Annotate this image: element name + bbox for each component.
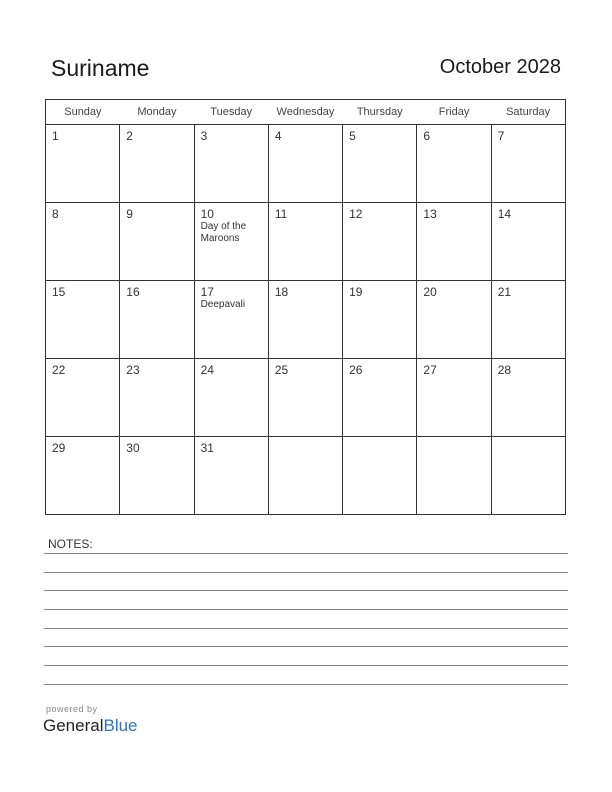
day-number: 28 xyxy=(497,363,512,377)
weekday-friday: Friday xyxy=(417,100,491,125)
day-number xyxy=(269,437,342,441)
day-cell xyxy=(491,125,565,203)
brand-general: General xyxy=(43,716,104,735)
brand-logo xyxy=(43,716,138,736)
day-cell xyxy=(343,359,417,437)
day-cell xyxy=(194,203,268,281)
week-row xyxy=(46,359,566,437)
weekday-wednesday: Wednesday xyxy=(268,100,342,125)
day-cell xyxy=(491,203,565,281)
day-cell xyxy=(491,359,565,437)
day-number xyxy=(417,437,490,441)
note-line xyxy=(44,646,568,647)
day-number: 10 xyxy=(200,207,214,221)
day-cell xyxy=(46,203,120,281)
day-number: 25 xyxy=(274,363,289,377)
day-number: 24 xyxy=(200,363,214,377)
weekday-thursday: Thursday xyxy=(343,100,417,125)
day-number: 20 xyxy=(423,285,437,299)
note-line xyxy=(44,572,568,573)
day-cell xyxy=(46,359,120,437)
day-number: 13 xyxy=(423,207,437,221)
day-cell xyxy=(268,359,342,437)
day-cell xyxy=(343,125,417,203)
day-cell xyxy=(343,281,417,359)
day-number: 1 xyxy=(52,129,59,143)
day-number: 11 xyxy=(274,207,288,221)
day-cell xyxy=(417,125,491,203)
day-cell xyxy=(268,281,342,359)
weekday-monday: Monday xyxy=(120,100,194,125)
day-cell xyxy=(120,203,194,281)
day-number: 17 xyxy=(200,285,214,299)
notes-label: NOTES: xyxy=(48,537,93,551)
day-cell xyxy=(417,359,491,437)
note-line xyxy=(44,628,568,629)
weekday-tuesday: Tuesday xyxy=(194,100,268,125)
day-number: 27 xyxy=(423,363,437,377)
day-number: 8 xyxy=(52,207,59,221)
brand-blue: Blue xyxy=(103,716,138,735)
week-row xyxy=(46,125,566,203)
holiday-label: Deepavali xyxy=(200,299,246,310)
day-cell xyxy=(46,437,120,515)
day-cell xyxy=(120,125,194,203)
note-line xyxy=(44,553,568,554)
day-cell xyxy=(417,203,491,281)
day-number: 26 xyxy=(349,363,363,377)
day-cell xyxy=(46,281,120,359)
day-cell xyxy=(120,437,194,515)
day-number: 16 xyxy=(126,285,140,299)
day-number: 12 xyxy=(349,207,363,221)
day-cell xyxy=(343,203,417,281)
day-number xyxy=(343,437,416,441)
weekday-sunday: Sunday xyxy=(46,100,120,125)
day-number: 30 xyxy=(126,441,140,455)
day-cell xyxy=(268,437,342,515)
calendar-grid xyxy=(45,99,566,515)
day-number xyxy=(492,437,565,441)
note-line xyxy=(44,665,568,666)
day-cell xyxy=(194,125,268,203)
day-cell xyxy=(46,125,120,203)
day-number: 15 xyxy=(52,285,66,299)
day-number: 5 xyxy=(349,129,356,143)
day-cell xyxy=(194,437,268,515)
day-cell xyxy=(417,437,491,515)
day-cell xyxy=(268,125,342,203)
day-cell xyxy=(491,437,565,515)
day-cell xyxy=(120,281,194,359)
week-row xyxy=(46,203,566,281)
month-title: October 2028 xyxy=(439,56,561,78)
note-line xyxy=(44,684,568,685)
day-number: 6 xyxy=(423,129,431,143)
day-number: 2 xyxy=(126,129,133,143)
day-number: 9 xyxy=(126,207,133,221)
note-line xyxy=(44,590,568,591)
day-number: 29 xyxy=(52,441,66,455)
day-number: 7 xyxy=(497,129,505,143)
day-number: 31 xyxy=(200,441,214,455)
day-number: 22 xyxy=(52,363,66,377)
day-cell xyxy=(120,359,194,437)
week-row xyxy=(46,281,566,359)
day-cell xyxy=(417,281,491,359)
day-number: 18 xyxy=(274,285,289,299)
day-number: 23 xyxy=(126,363,140,377)
powered-by-text: powered by xyxy=(46,704,98,714)
holiday-label: Day of the Maroons xyxy=(200,221,247,244)
country-title: Suriname xyxy=(51,55,150,81)
weekday-saturday: Saturday xyxy=(491,100,565,125)
day-cell xyxy=(194,281,268,359)
weekday-header-row xyxy=(46,100,566,125)
week-row xyxy=(46,437,566,515)
day-number: 14 xyxy=(497,207,512,221)
day-cell xyxy=(194,359,268,437)
day-number: 4 xyxy=(274,129,282,143)
note-line xyxy=(44,609,568,610)
day-cell xyxy=(343,437,417,515)
day-number: 19 xyxy=(349,285,363,299)
day-number: 3 xyxy=(200,129,208,143)
day-number: 21 xyxy=(497,285,512,299)
day-cell xyxy=(491,281,565,359)
day-cell xyxy=(268,203,342,281)
